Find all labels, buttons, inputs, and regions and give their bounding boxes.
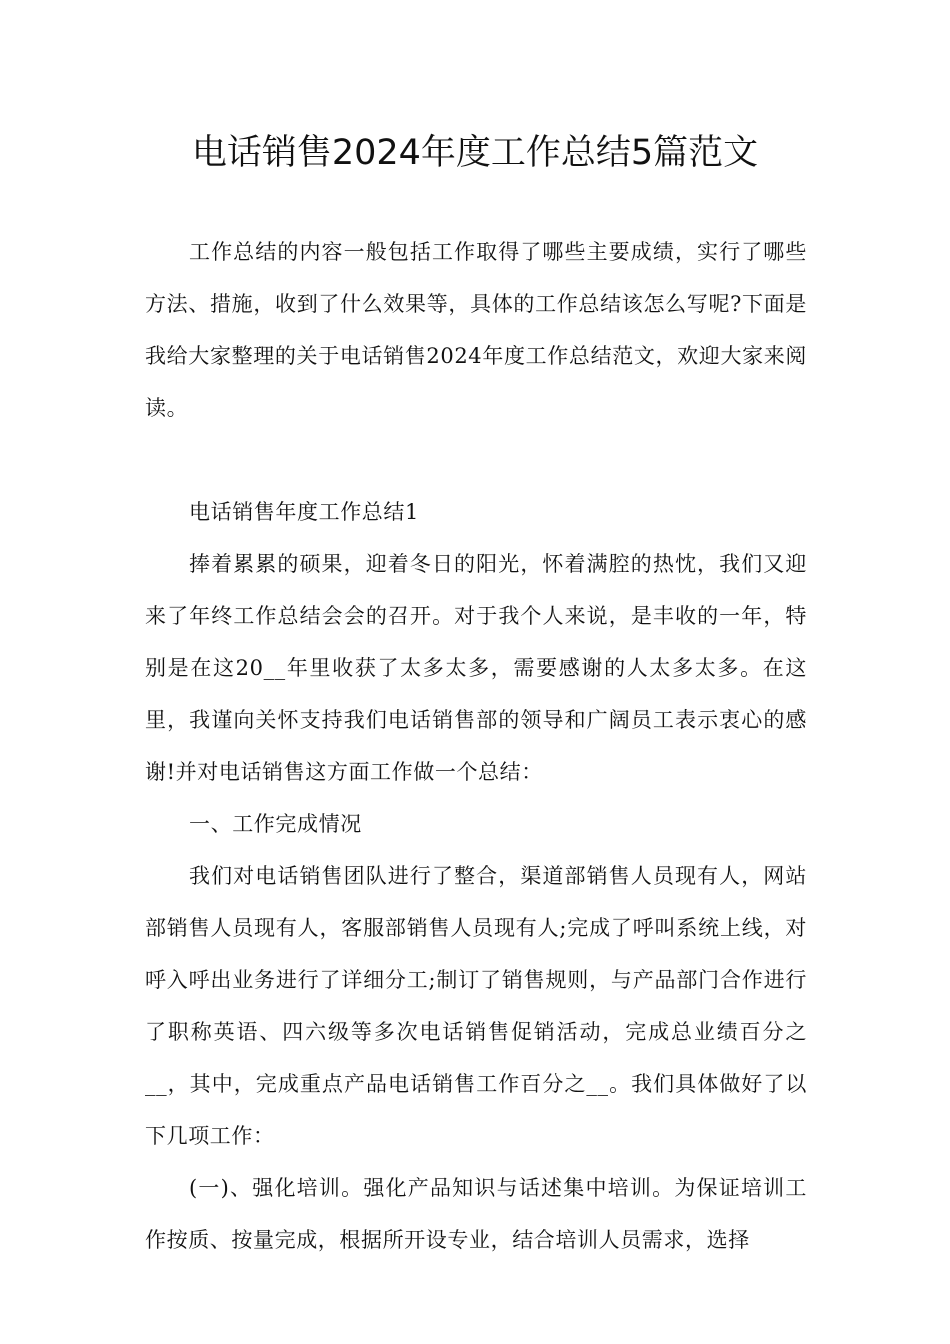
subheading-work-completion: 一、工作完成情况 bbox=[189, 812, 362, 836]
document-body bbox=[145, 226, 807, 1266]
body-paragraph-3: (一)、强化培训。强化产品知识与话述集中培训。为保证培训工作按质、按量完成，根据所开设专业，结合培训人员需求，选择 bbox=[145, 1176, 807, 1252]
body-paragraph-1: 捧着累累的硕果，迎着冬日的阳光，怀着满腔的热忱，我们又迎来了年终工作总结会会的召开。对于我个人来说，是丰收的一年，特别是在这20__年里收获了太多太多，需要感谢的人太多太多。在这里，我谨向关怀支持我们电话销售部的领导和广阔员工表示衷心的感谢!并对电话销售这方面工作做一个总结： bbox=[145, 552, 807, 784]
body-paragraph-2: 我们对电话销售团队进行了整合，渠道部销售人员现有人，网站部销售人员现有人，客服部销售人员现有人;完成了呼叫系统上线，对呼入呼出业务进行了详细分工;制订了销售规则，与产品部门合作进行了职称英语、四六级等多次电话销售促销活动，完成总业绩百分之__，其中，完成重点产品电话销售工作百分之__。我们具体做好了以下几项工作： bbox=[145, 864, 807, 1148]
intro-paragraph: 工作总结的内容一般包括工作取得了哪些主要成绩，实行了哪些方法、措施，收到了什么效果等，具体的工作总结该怎么写呢?下面是我给大家整理的关于电话销售2024年度工作总结范文，欢迎大家来阅读。 bbox=[145, 240, 807, 420]
section-spacer bbox=[145, 434, 807, 486]
section-heading: 电话销售年度工作总结1 bbox=[189, 500, 419, 524]
document-title: 电话销售2024年度工作总结5篇范文 bbox=[191, 133, 759, 173]
